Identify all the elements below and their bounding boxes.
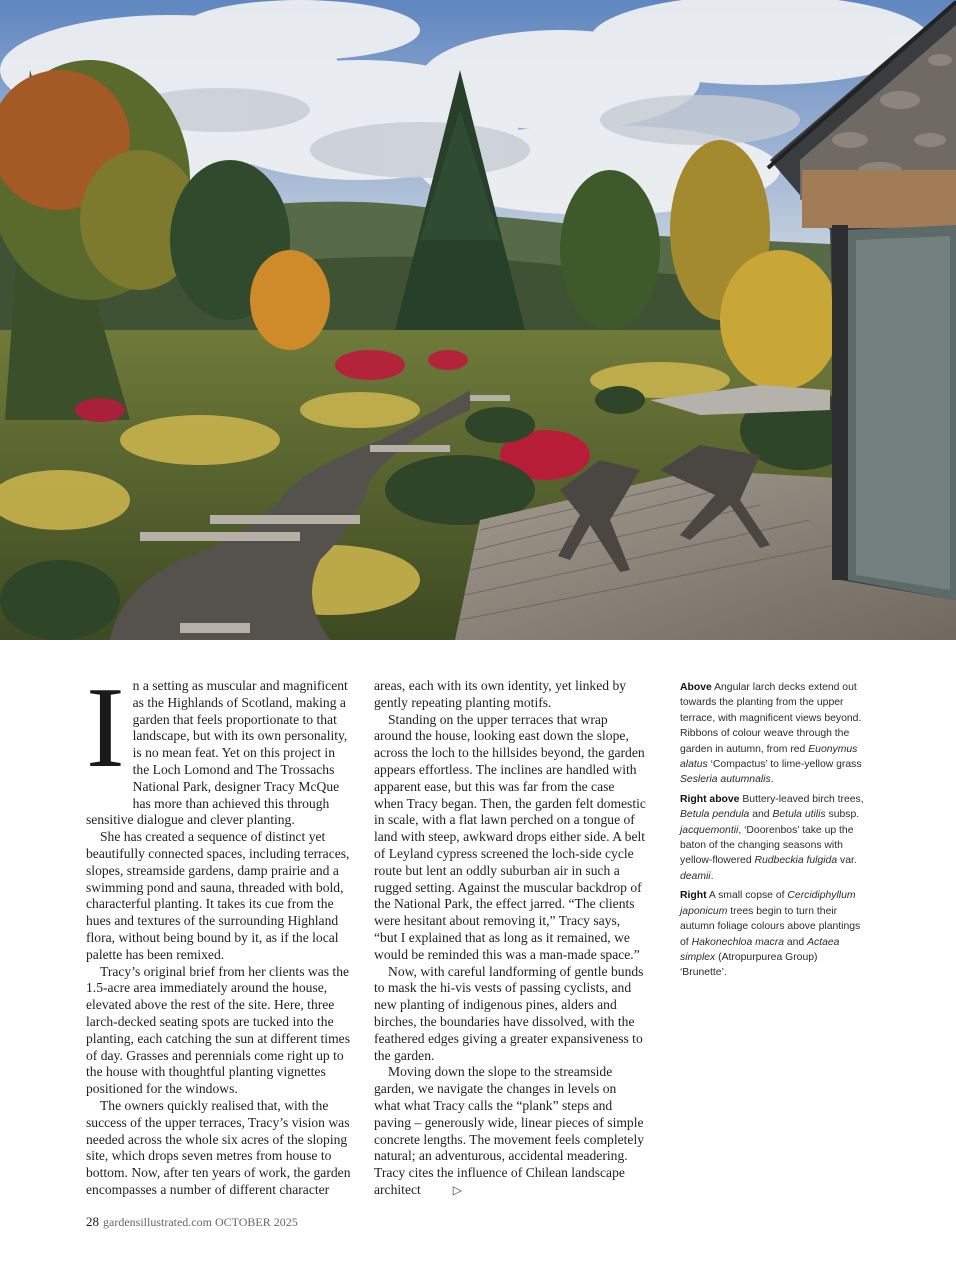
caption-label: Right [680,890,707,902]
caption-text: , ‘Doorenbos’ take up the baton of the changing seasons with yellow-flowered [680,824,854,867]
caption-species: deamii [680,870,711,882]
caption-text: var. [837,855,857,867]
caption-right [680,888,864,980]
caption-species: Cercidiphyllum japonicum [680,890,856,917]
opening-paragraph [86,664,354,829]
article-paragraph: Standing on the upper terraces that wrap around the house, looking east down the slope, across the loch to the hillsides beyond, the garden appears effortless. The inclines are handled with apparent ease, but this was far from the case when Tracy began. Then, the garden felt domestic in scale, with a flat lawn perched on a tongue of land with steep, awkward drops either side. A belt of Leyland cypress screened the loch-side cycle route but lent an oddly suburban air in such a rugged setting. Against the muscular backdrop of the National Park, the effect jarred. “The clients were hesitant about removing it,” Tracy says, “but I explained that as long as it remained, we would be reminded this was a man-made space.” [374,711,646,962]
article-paragraph: She has created a sequence of distinct yet beautifully connected spaces, including terraces, slopes, streamside gardens, damp prairie and a swimming pond and sauna, threaded with bold, characterful planting. It takes its cue from the hues and textures of the surrounding Highland flora, without being bound by it, as if the local palette has been remixed. [86,829,350,962]
caption-text: Angular larch decks extend out towards the planting from the upper terrace, with magnificent views beyond. Ribbons of colour weave through the garden in autumn, from red [680,682,862,755]
article-column-1 [86,664,354,1199]
caption-text: trees begin to turn their autumn foliage colours above plantings of [680,905,861,948]
caption-text: A small copse of [706,890,788,902]
article-paragraph-text: Moving down the slope to the streamside garden, we navigate the changes in levels on what what Tracy calls the “plank” steps and paving – generously wide, linear pieces of simple concrete lengths. The movement feels completely natural; an adventurous, accidental meadering. Tracy cites the influence of Chilean landscape architect [374,1064,645,1197]
continue-arrow-icon: ▷ [452,1182,463,1197]
caption-species: Hakonechloa macra [691,936,784,948]
caption-right-above [680,792,864,884]
caption-text: . [770,774,774,786]
article-paragraph: The owners quickly realised that, with the success of the upper terraces, Tracy’s vision was needed across the whole six acres of the sloping site, which drops seven metres from house to bottom. Now, after ten years of work, the garden encompasses a number of different character [86,1097,351,1197]
caption-text: ‘Compactus’ to lime-yellow grass [707,759,862,771]
caption-species: Actaea simplex [680,936,840,963]
caption-text: subsp. [825,809,860,821]
caption-species: Sesleria autumnalis [680,774,771,786]
caption-text: . [710,870,714,882]
page-number: 28 [86,1214,99,1229]
caption-text: and [749,809,773,821]
caption-label: Above [680,682,712,693]
caption-species: Betula pendula [680,809,750,821]
photo-captions [680,680,864,985]
caption-text: and [783,936,808,948]
page-folio [86,1214,298,1230]
drop-cap: I [86,664,125,792]
article-paragraph [374,1064,646,1198]
caption-text: Buttery-leaved birch trees, [739,793,864,805]
caption-species: Betula utilis [772,809,826,821]
caption-species: Euonymus alatus [680,743,858,771]
caption-above [680,680,864,788]
folio-text: gardensillustrated.com OCTOBER 2025 [103,1215,298,1229]
caption-text: (Atropurpurea Group) ‘Brunette’. [680,951,818,979]
caption-species: jacquemontii [680,824,739,836]
article-paragraph: Tracy’s original brief from her clients was the 1.5-acre area immediately around the house, elevated above the rest of the site. Here, three larch-decked seating spots are tucked into the planting, each catching the sun at different times of day. Grasses and perennials come right up to the house with thoughtful planting vignettes positioned for the windows. [86,963,350,1097]
caption-species: Rudbeckia fulgida [754,855,838,867]
article-paragraph-continued: areas, each with its own identity, yet linked by gently repeating planting motifs. [374,678,627,710]
article-column-2 [374,678,646,1199]
article-paragraph: Now, with careful landforming of gentle bunds to mask the hi-vis vests of passing cyclists, and new planting of indigenous pines, alders and birches, the boundaries have dissolved, with the feathered edges giving a greater expansiveness to the garden. [374,963,644,1063]
opening-paragraph-text: n a setting as muscular and magnificent as the Highlands of Scotland, making a garden that feels proportionate to that landscape, but with its own personality, is no mean feat. Yet on this project in the Loch Lomond and The Trossachs National Park, designer Tracy McQue has more than achieved this through sensitive dialogue and clever planting. [86,678,348,828]
caption-label: Right above [680,793,740,805]
